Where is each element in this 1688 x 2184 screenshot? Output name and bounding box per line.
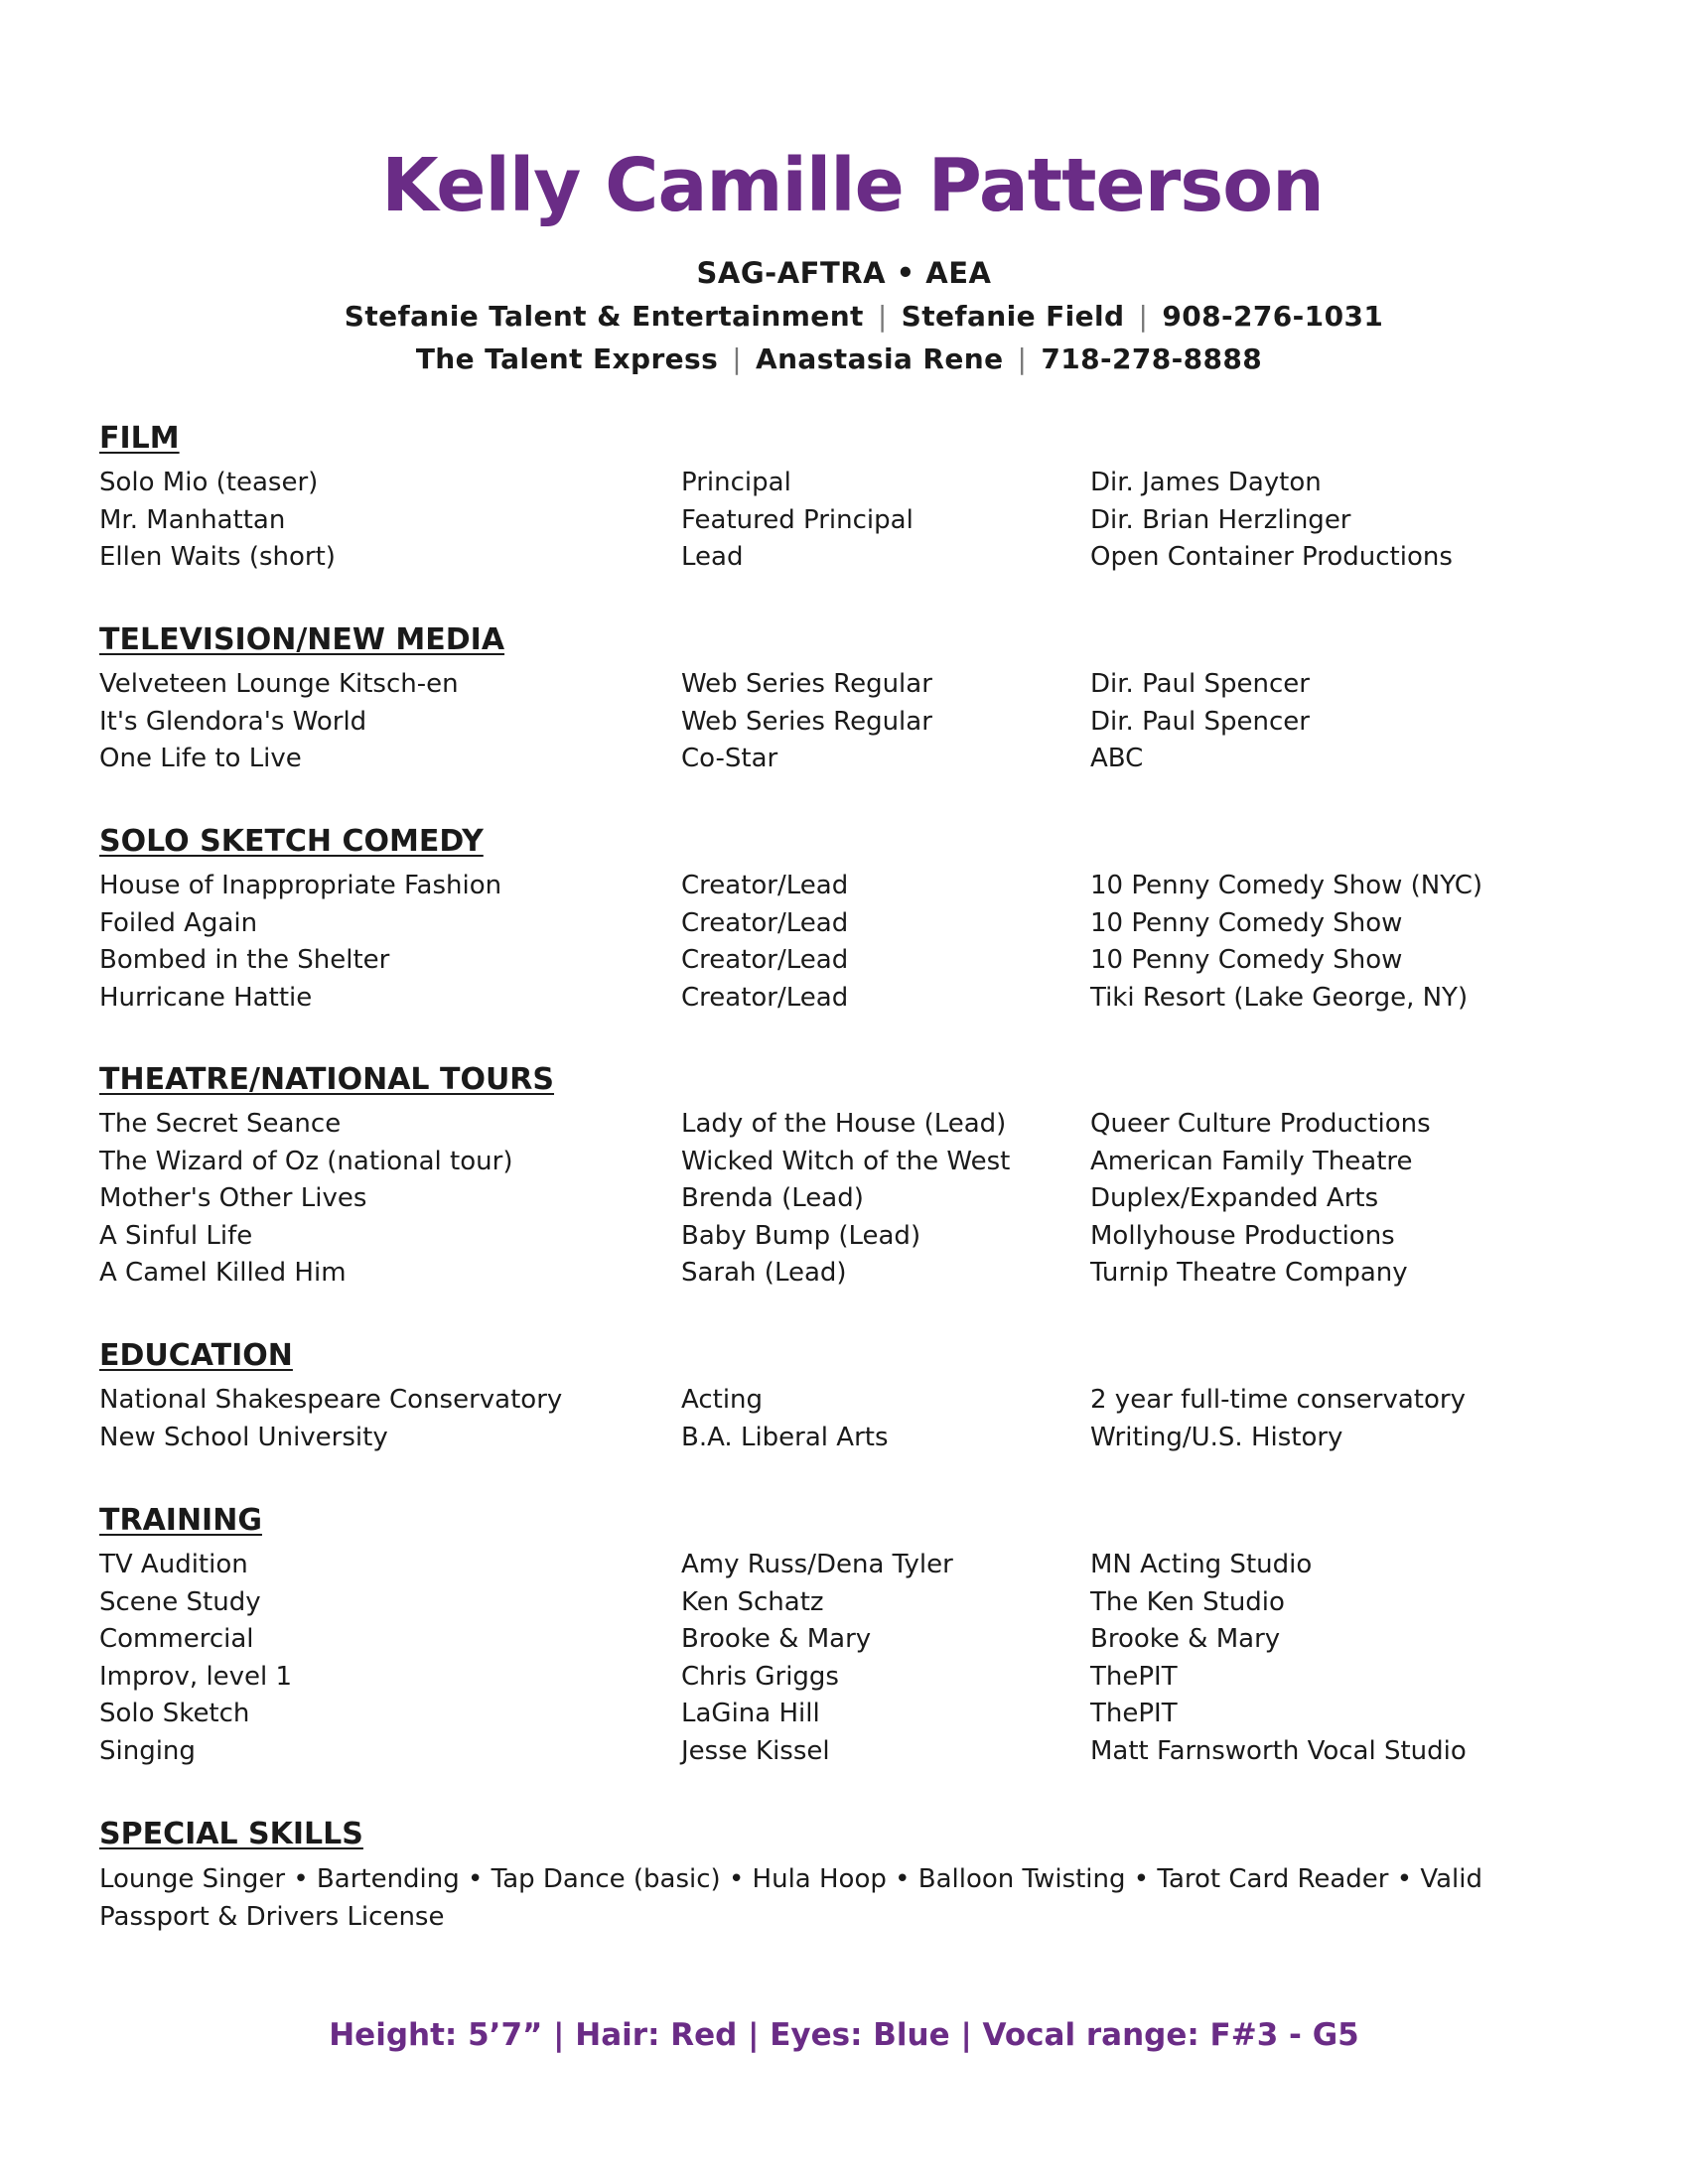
credit-role: Ken Schatz — [681, 1586, 824, 1617]
credit-title: Scene Study — [99, 1586, 261, 1617]
separator: | — [732, 342, 743, 375]
credit-company: Duplex/Expanded Arts — [1090, 1183, 1379, 1213]
credit-role: Sarah (Lead) — [681, 1258, 847, 1288]
credit-company: 2 year full-time conservatory — [1090, 1385, 1466, 1415]
credit-row — [99, 704, 1509, 742]
agency-line-2 — [0, 342, 1688, 375]
credit-role: Creator/Lead — [681, 871, 849, 900]
credit-company: Tiki Resort (Lake George, NY) — [1090, 982, 1469, 1013]
credit-row — [99, 1420, 1509, 1457]
credit-title: Singing — [99, 1735, 196, 1766]
performer-name: Kelly Camille Patterson — [381, 143, 1324, 228]
credit-company: Dir. Paul Spencer — [1090, 706, 1310, 737]
credit-row — [99, 1621, 1509, 1659]
credit-title: TV Audition — [99, 1550, 248, 1579]
credit-role: Acting — [681, 1385, 764, 1415]
section-special-skills — [99, 1817, 1509, 1936]
credit-role: Creator/Lead — [681, 907, 849, 938]
credit-role: Brooke & Mary — [681, 1624, 872, 1654]
credit-title: The Secret Seance — [99, 1109, 342, 1139]
credit-role: Creator/Lead — [681, 945, 849, 975]
credit-company: Dir. Paul Spencer — [1090, 669, 1310, 699]
credit-row — [99, 1696, 1509, 1733]
agent-name: Stefanie Field — [901, 300, 1125, 333]
credit-row — [99, 666, 1509, 704]
credit-row — [99, 539, 1509, 577]
credit-role: Lady of the House (Lead) — [681, 1109, 1007, 1139]
credit-company: ThePIT — [1090, 1699, 1178, 1728]
credit-title: Solo Mio (teaser) — [99, 468, 319, 497]
credit-title: Foiled Again — [99, 907, 258, 938]
credit-company: American Family Theatre — [1090, 1146, 1413, 1176]
separator: | — [877, 300, 888, 333]
credit-company: The Ken Studio — [1090, 1586, 1285, 1617]
section-film — [99, 421, 1509, 577]
credit-title: Solo Sketch — [99, 1699, 250, 1728]
agency-phone: 718-278-8888 — [1041, 342, 1263, 375]
credit-list — [99, 1106, 1509, 1293]
credit-company: Turnip Theatre Company — [1090, 1258, 1408, 1288]
credit-role: Baby Bump (Lead) — [681, 1220, 921, 1251]
section-training — [99, 1503, 1509, 1770]
credit-role: B.A. Liberal Arts — [681, 1422, 889, 1452]
credit-row — [99, 1144, 1509, 1181]
union-affiliations: SAG-AFTRA • AEA — [696, 256, 992, 290]
credit-role: Amy Russ/Dena Tyler — [681, 1550, 953, 1579]
agency-phone: 908-276-1031 — [1162, 300, 1384, 333]
credit-list — [99, 465, 1509, 577]
credit-row — [99, 1218, 1509, 1256]
credit-row — [99, 1659, 1509, 1697]
credit-company: 10 Penny Comedy Show — [1090, 945, 1403, 975]
credit-row — [99, 1547, 1509, 1584]
credit-role: Web Series Regular — [681, 669, 932, 699]
credit-list — [99, 1547, 1509, 1770]
section-title: EDUCATION — [99, 1338, 293, 1373]
credit-role: Jesse Kissel — [681, 1735, 830, 1766]
credit-list — [99, 666, 1509, 778]
credit-company: Queer Culture Productions — [1090, 1109, 1431, 1139]
credit-list — [99, 1382, 1509, 1456]
credit-title: Ellen Waits (short) — [99, 542, 336, 572]
credit-company: Mollyhouse Productions — [1090, 1220, 1395, 1251]
section-title: SPECIAL SKILLS — [99, 1817, 363, 1851]
section-title: TRAINING — [99, 1503, 262, 1538]
section-title: FILM — [99, 421, 180, 456]
credit-title: The Wizard of Oz (national tour) — [99, 1146, 513, 1176]
credit-company: Dir. Brian Herzlinger — [1090, 504, 1351, 535]
credit-company: Open Container Productions — [1090, 542, 1453, 572]
credit-title: National Shakespeare Conservatory — [99, 1385, 563, 1415]
credit-row — [99, 1106, 1509, 1144]
credit-role: Featured Principal — [681, 504, 914, 535]
credit-company: 10 Penny Comedy Show — [1090, 907, 1403, 938]
credit-company: ABC — [1090, 744, 1144, 773]
section-title: THEATRE/NATIONAL TOURS — [99, 1062, 555, 1097]
credit-title: New School University — [99, 1422, 388, 1452]
agent-name: Anastasia Rene — [756, 342, 1004, 375]
credit-company: Brooke & Mary — [1090, 1624, 1281, 1654]
credit-role: Co-Star — [681, 744, 778, 773]
section-television — [99, 622, 1509, 778]
credit-row — [99, 465, 1509, 502]
credit-company: ThePIT — [1090, 1661, 1178, 1692]
credit-row — [99, 905, 1509, 943]
credit-role: LaGina Hill — [681, 1699, 820, 1728]
credit-company: Writing/U.S. History — [1090, 1422, 1343, 1452]
credit-row — [99, 1382, 1509, 1420]
credit-row — [99, 942, 1509, 980]
credit-title: Commercial — [99, 1624, 254, 1654]
credit-title: Improv, level 1 — [99, 1661, 293, 1692]
agency-name: Stefanie Talent & Entertainment — [344, 300, 864, 333]
credit-role: Web Series Regular — [681, 706, 932, 737]
credit-row — [99, 868, 1509, 905]
credit-title: One Life to Live — [99, 744, 302, 773]
credit-row — [99, 1584, 1509, 1622]
agency-line-1 — [40, 300, 1688, 333]
credit-role: Chris Griggs — [681, 1661, 839, 1692]
resume-header — [0, 143, 1688, 375]
credit-row — [99, 1733, 1509, 1771]
credit-company: MN Acting Studio — [1090, 1550, 1313, 1579]
section-title: SOLO SKETCH COMEDY — [99, 824, 484, 859]
credit-title: House of Inappropriate Fashion — [99, 871, 502, 900]
credit-row — [99, 980, 1509, 1018]
credit-title: Velveteen Lounge Kitsch-en — [99, 669, 459, 699]
special-skills-list: Lounge Singer • Bartending • Tap Dance (basic) • Hula Hoop • Balloon Twisting • Tarot Card Reader • Valid Passport & Drivers License — [99, 1864, 1482, 1932]
credit-row — [99, 502, 1509, 540]
credit-role: Lead — [681, 542, 744, 572]
credit-company: Matt Farnsworth Vocal Studio — [1090, 1735, 1467, 1766]
section-education — [99, 1338, 1509, 1456]
physical-stats: Height: 5’7” | Hair: Red | Eyes: Blue | Vocal range: F#3 - G5 — [329, 2017, 1359, 2053]
section-theatre — [99, 1062, 1509, 1293]
credit-title: Bombed in the Shelter — [99, 945, 390, 975]
separator: | — [1138, 300, 1149, 333]
agency-name: The Talent Express — [415, 342, 719, 375]
credit-list — [99, 868, 1509, 1017]
credit-role: Wicked Witch of the West — [681, 1146, 1011, 1176]
credit-company: 10 Penny Comedy Show (NYC) — [1090, 871, 1483, 900]
credit-company: Dir. James Dayton — [1090, 468, 1322, 497]
credit-role: Creator/Lead — [681, 982, 849, 1013]
credit-row — [99, 741, 1509, 778]
credit-title: Mr. Manhattan — [99, 504, 286, 535]
credit-role: Brenda (Lead) — [681, 1183, 864, 1213]
credit-title: A Sinful Life — [99, 1220, 253, 1251]
credit-row — [99, 1255, 1509, 1293]
credit-row — [99, 1180, 1509, 1218]
credit-title: It's Glendora's World — [99, 706, 367, 737]
separator: | — [1017, 342, 1028, 375]
credit-title: A Camel Killed Him — [99, 1258, 347, 1288]
credit-title: Mother's Other Lives — [99, 1183, 367, 1213]
section-solo-sketch — [99, 824, 1509, 1017]
section-title: TELEVISION/NEW MEDIA — [99, 622, 505, 657]
credit-role: Principal — [681, 468, 791, 497]
credit-title: Hurricane Hattie — [99, 982, 313, 1013]
